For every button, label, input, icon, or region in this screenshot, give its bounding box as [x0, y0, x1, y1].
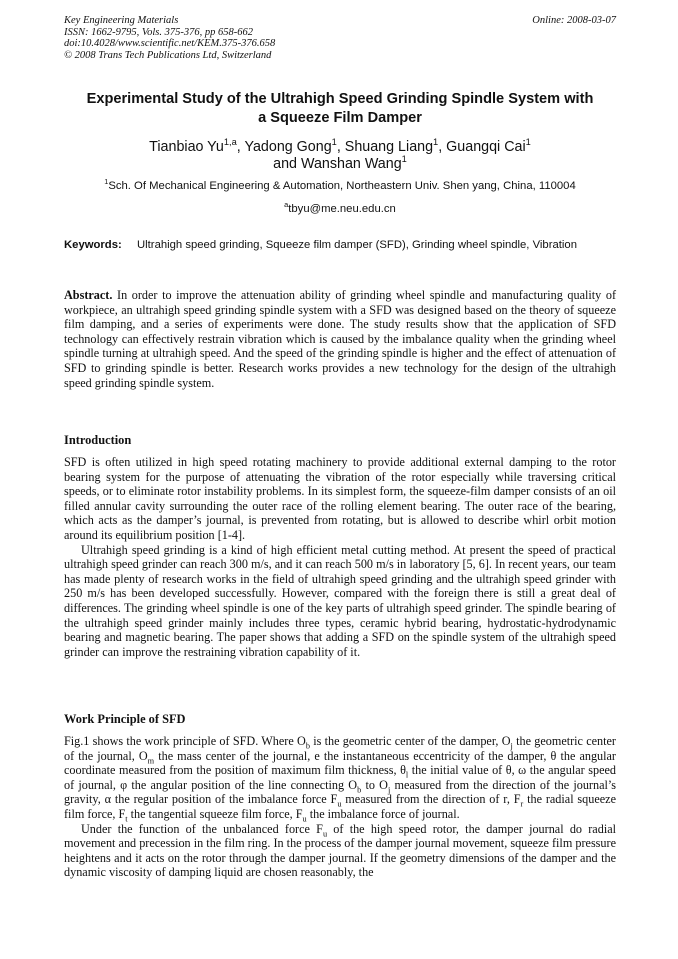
paper-title — [64, 90, 616, 127]
text-run: the tangential squeeze film force, F — [127, 806, 303, 821]
author-sup: 1,a — [223, 137, 237, 148]
affiliation-sup: 1 — [104, 177, 109, 187]
doi-line: doi:10.4028/www.scientific.net/KEM.375-376.658 — [64, 38, 276, 50]
author-sup: 1 — [401, 154, 407, 165]
text-run: the initial value of θ, ω the angular speed of journal, φ the angular position of the line connecting O — [64, 763, 616, 792]
subscript: j — [510, 741, 513, 751]
text-run: the imbalance force of journal. — [306, 806, 460, 821]
subscript: m — [147, 756, 155, 766]
intro-paragraph-2: Ultrahigh speed grinding is a kind of high efficient metal cutting method. At present the speed of practical ultrahigh speed grinder can reach 300 m/s, and it can reach 500 m/s in laboratory [5, 6]. In recent years, our team has made plenty of research works in the field of ultrahigh speed grinding and the ultrahigh speed grinder with 250 m/s has been developed successfully. However, compared with the foreign there is still a great deal of differences. The grinding wheel spindle is one of the key parts of ultrahigh speed grinder. The spindle bearing of the ultrahigh speed grinder mainly includes three types, ceramic hybrid bearing, hydrostatic-hydrodynamic bearing and magnetic bearing. The paper shows that adding a SFD on the spindle system of the ultrahigh speed grinder can improve the restraining vibration capability of it. — [64, 542, 616, 659]
author-sup: 1 — [331, 137, 337, 148]
author-and: and — [273, 156, 301, 172]
author-sep: , — [336, 139, 345, 155]
text-run: the geometric center of the journal, O — [64, 734, 616, 763]
journal-header — [64, 15, 616, 61]
keywords-block — [64, 238, 616, 253]
title-line-1: Experimental Study of the Ultrahigh Speed Grinding Spindle System with — [86, 91, 594, 107]
abstract-label: Abstract. — [64, 288, 113, 302]
work-principle-body — [64, 734, 616, 880]
keywords-label: Keywords: — [64, 239, 122, 251]
subscript: r — [520, 799, 524, 809]
email-sup: a — [284, 200, 289, 210]
text-run: to O — [361, 777, 388, 792]
author-sup: 1 — [433, 137, 439, 148]
email-text: tbyu@me.neu.edu.cn — [288, 203, 396, 215]
abstract-paragraph — [64, 288, 616, 390]
text-run: measured from the direction of r, F — [341, 792, 521, 807]
author-sep: , — [236, 139, 245, 155]
author-name: Shuang Liang — [344, 139, 434, 155]
subscript: j — [387, 785, 391, 795]
subscript: l — [405, 770, 409, 780]
journal-name: Key Engineering Materials — [64, 15, 179, 26]
introduction-body — [64, 455, 616, 659]
issn-line: ISSN: 1662-9795, Vols. 375-376, pp 658-662 — [64, 26, 253, 38]
work-principle-paragraph-1 — [64, 734, 616, 822]
affiliation — [64, 177, 616, 193]
authors-line-2 — [64, 156, 616, 173]
subscript: u — [337, 799, 342, 809]
subscript: u — [322, 829, 328, 838]
subscript: b — [357, 785, 362, 795]
text-run: the mass center of the journal, e the instantaneous eccentricity of the damper, θ the angular coordinate measured from the position of maximum film thickness, θ — [64, 748, 616, 778]
text-run: of the high speed rotor, the damper journal do radial movement and precession in the film ring. In the process of the damper journal movement, squeeze film pressure heightens and it acts on the rotor through the damper journal. If the geometry dimensions of the damper and the dynamic viscosity of damping liquid are chosen reasonably, the — [64, 821, 616, 880]
author-email — [64, 200, 616, 216]
copyright-line: © 2008 Trans Tech Publications Ltd, Switzerland — [64, 49, 272, 61]
subscript: b — [305, 741, 310, 751]
text-run: measured from the direction of the journal’s gravity, α the regular position of the imbalance force F — [64, 777, 616, 807]
subscript: u — [302, 814, 307, 824]
title-line-2: a Squeeze Film Damper — [258, 109, 422, 126]
author-list — [64, 139, 616, 173]
text-run: is the geometric center of the damper, O — [309, 734, 511, 748]
abstract-text: In order to improve the attenuation ability of grinding wheel spindle and manufacturing quality of workpiece, an ultrahigh speed grinding spindle system with a SFD was designed based on the theory of squeeze film damping, and a series of experiments were done. The study results show that the application of SFD technology can effectively restrain vibration which is caused by the imbalance quality when the grinding wheel spindle turning at ultrahigh speed. And the speed of the grinding spindle is higher and the effect of attenuation of SFD to grinding spindle is better. Research works provides a new technology for the design of the ultrahigh speed grinding spindle system. — [64, 288, 616, 390]
text-run: Fig.1 shows the work principle of SFD. Where O — [64, 734, 306, 748]
text-run: the radial squeeze film force, F — [64, 792, 616, 821]
keywords-text: Ultrahigh speed grinding, Squeeze film damper (SFD), Grinding wheel spindle, Vibration — [137, 239, 577, 251]
author-name: Tianbiao Yu — [149, 139, 224, 155]
section-heading-work-principle: Work Principle of SFD — [64, 712, 186, 726]
author-name: Guangqi Cai — [446, 139, 526, 155]
author-sep: , — [438, 139, 447, 155]
intro-paragraph-1: SFD is often utilized in high speed rotating machinery to provide additional external damping to the rotor bearing system for the purpose of attenuating the vibration of the rotor especially while traversing critical speeds, or to eliminate rotor instability problems. In its simplest form, the squeeze-film damper consists of an oil filled annular cavity surrounding the outer race of the rolling element bearing. The outer race of the bearing, which acts as the damper’s journal, is prevented from rotating, but is allowed to describe whirl orbit motion around its equilibrium position [1-4]. — [64, 455, 616, 542]
online-date: Online: 2008-03-07 — [532, 15, 616, 26]
text-run: Under the function of the unbalanced force F — [81, 821, 323, 836]
work-principle-paragraph-2 — [64, 822, 616, 880]
subscript: t — [125, 814, 128, 824]
author-sup: 1 — [525, 137, 531, 148]
author-name: Yadong Gong — [244, 139, 332, 155]
affiliation-text: Sch. Of Mechanical Engineering & Automation, Northeastern Univ. Shen yang, China, 110004 — [108, 180, 576, 192]
section-heading-introduction: Introduction — [64, 433, 132, 447]
abstract — [64, 288, 616, 390]
author-name: Wanshan Wang — [300, 156, 402, 172]
authors-line-1 — [64, 139, 616, 156]
